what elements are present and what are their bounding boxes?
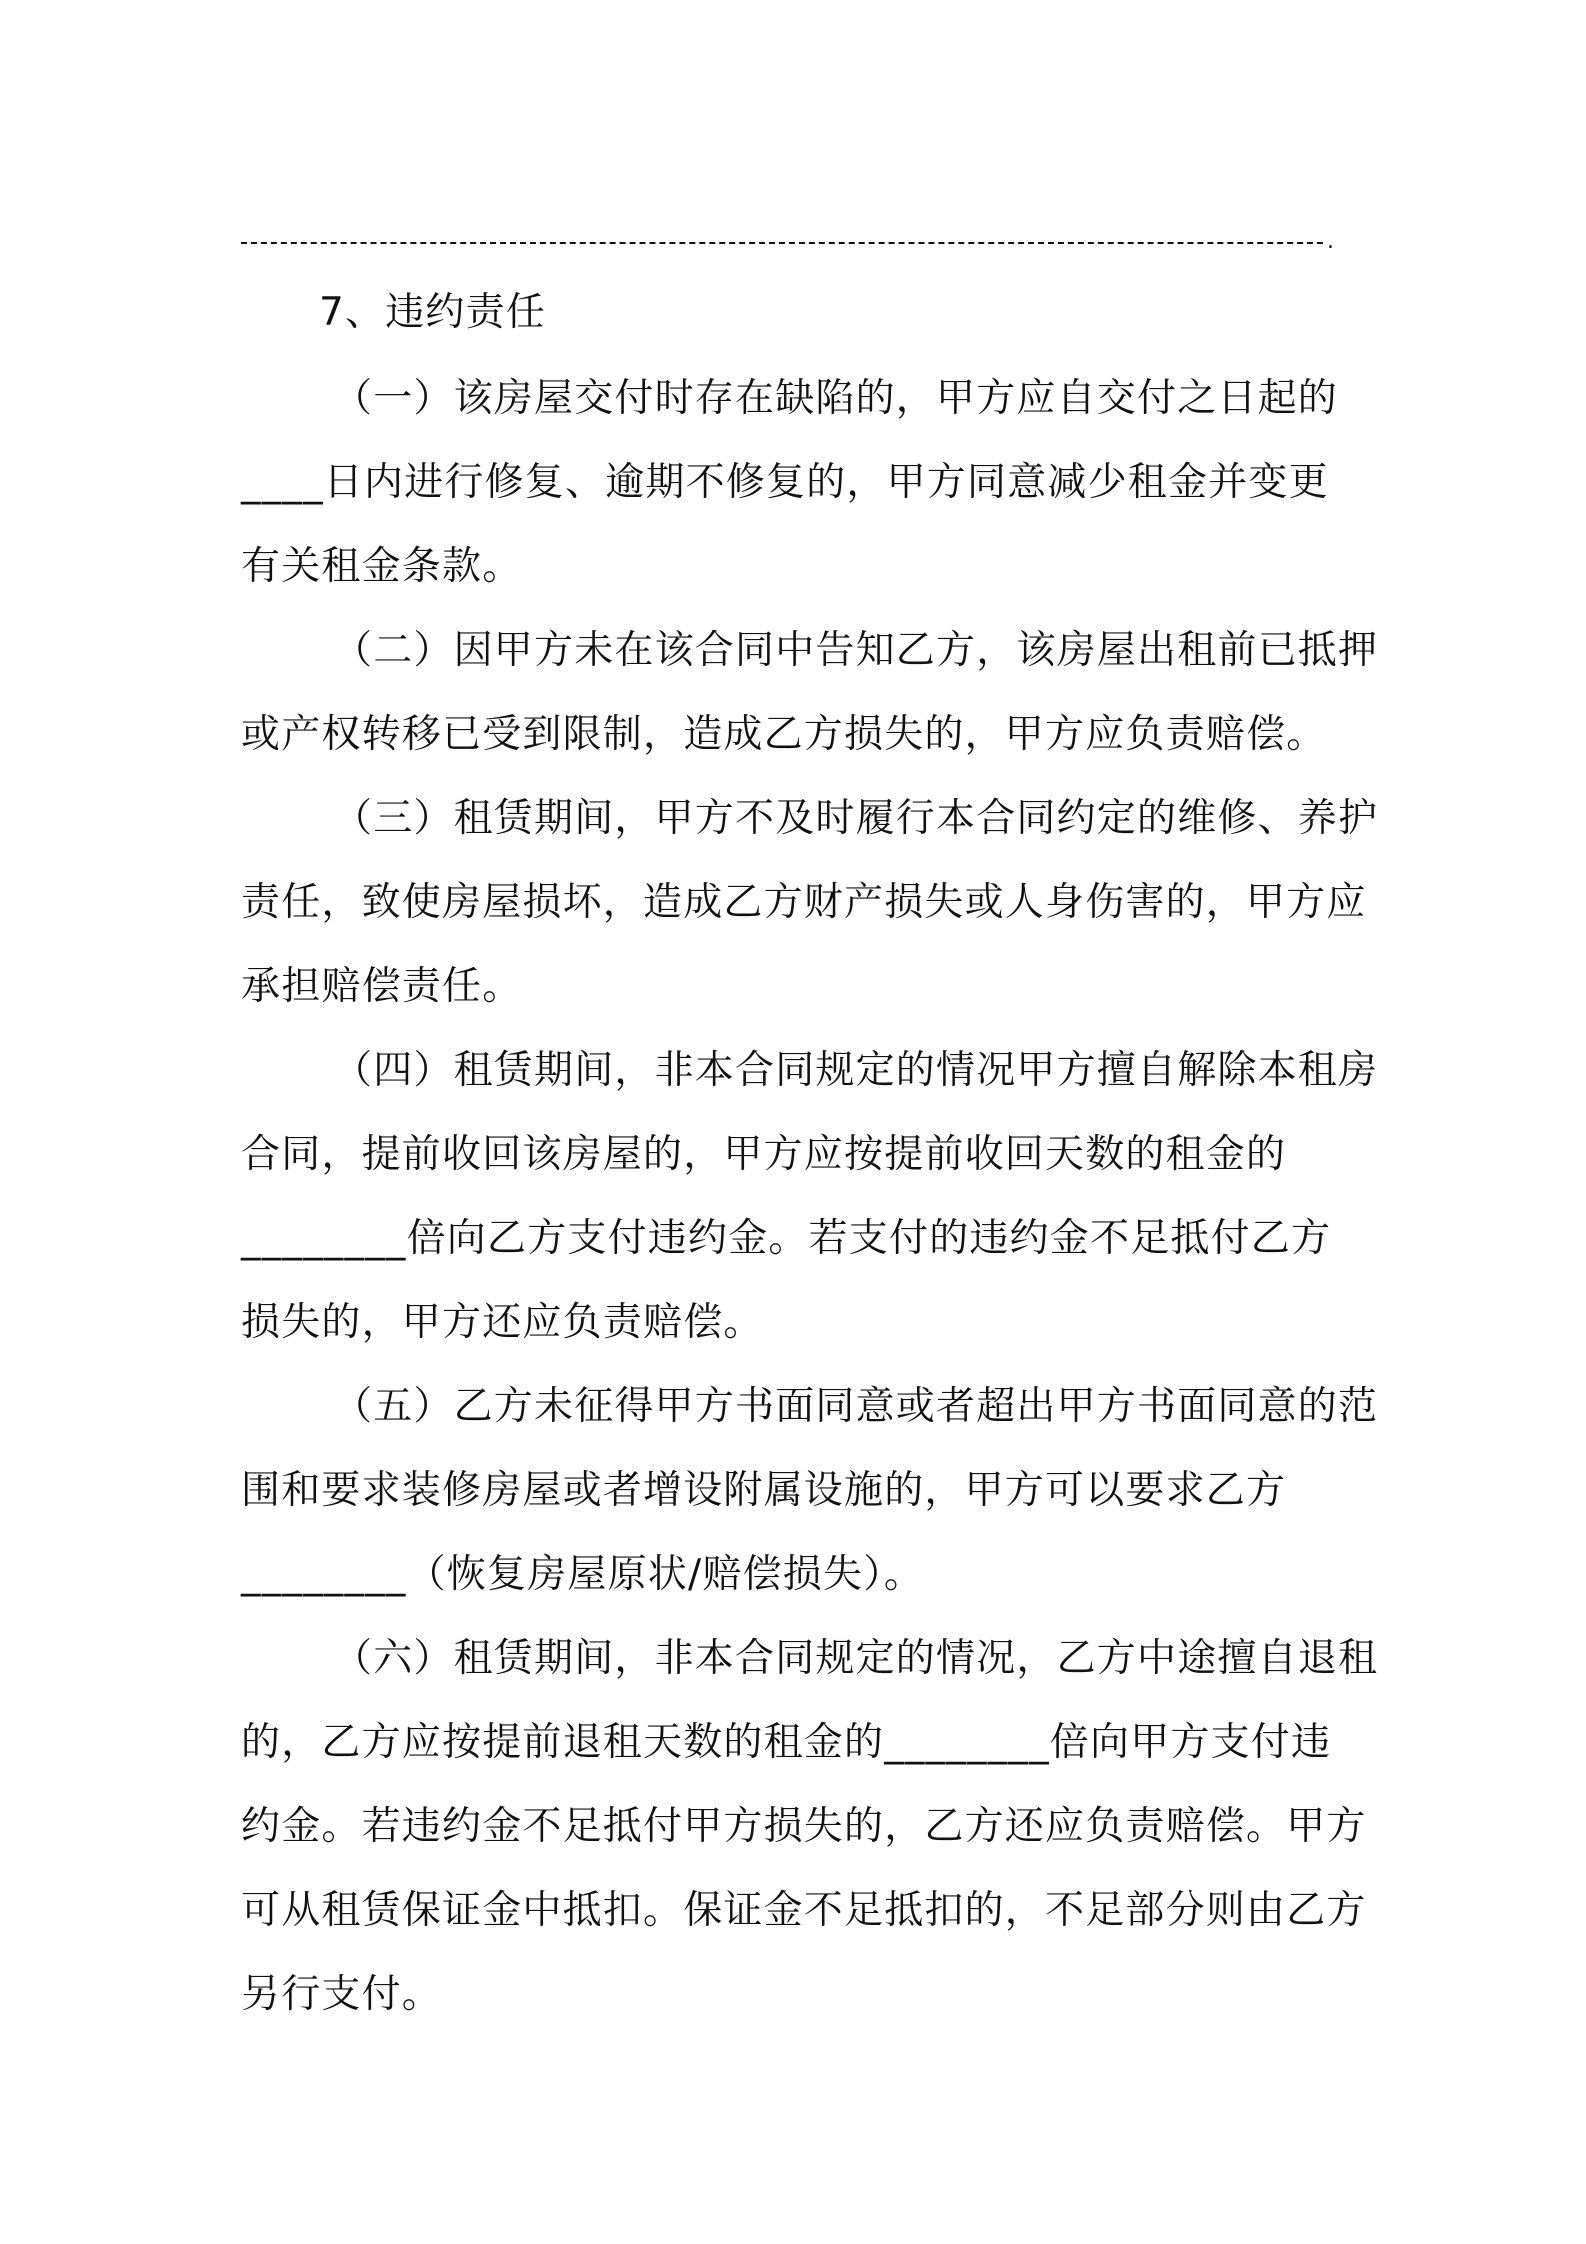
clause-3-line-2: 责任，致使房屋损坏，造成乙方财产损失或人身伤害的，甲方应 — [241, 880, 1367, 925]
blank-line-end-mark: . — [1327, 229, 1334, 254]
clause-5-line-1: （五）乙方未征得甲方书面同意或者超出甲方书面同意的范 — [333, 1384, 1379, 1429]
clause-1-line-1: （一）该房屋交付时存在缺陷的，甲方应自交付之日起的 — [333, 376, 1339, 421]
clause-3-line-3: 承担赔偿责任。 — [241, 964, 523, 1009]
clause-2-line-1: （二）因甲方未在该合同中告知乙方，该房屋出租前已抵押 — [333, 628, 1379, 673]
clause-1-line-2: ____日内进行修复、逾期不修复的，甲方同意减少租金并变更 — [241, 460, 1329, 505]
section-heading: 7、违约责任 — [319, 290, 547, 335]
fill-in-blank-line — [241, 242, 1323, 244]
clause-4-line-1: （四）租赁期间，非本合同规定的情况甲方擅自解除本租房 — [333, 1048, 1379, 1093]
clause-3-line-1: （三）租赁期间，甲方不及时履行本合同约定的维修、养护 — [333, 796, 1379, 841]
clause-4-line-4: 损失的，甲方还应负责赔偿。 — [241, 1300, 764, 1345]
clause-6-line-5: 另行支付。 — [241, 1972, 443, 2017]
clause-6-line-1: （六）租赁期间，非本合同规定的情况，乙方中途擅自退租 — [333, 1636, 1379, 1681]
clause-5-line-2: 围和要求装修房屋或者增设附属设施的，甲方可以要求乙方 — [241, 1468, 1287, 1513]
clause-6-line-3: 约金。若违约金不足抵付甲方损失的，乙方还应负责赔偿。甲方 — [241, 1804, 1367, 1849]
clause-6-line-2: 的，乙方应按提前退租天数的租金的________倍向甲方支付违 — [241, 1720, 1332, 1765]
clause-6-line-4: 可从租赁保证金中抵扣。保证金不足抵扣的，不足部分则由乙方 — [241, 1888, 1367, 1933]
clause-4-line-2: 合同，提前收回该房屋的，甲方应按提前收回天数的租金的 — [241, 1132, 1287, 1177]
clause-5-line-3: ________（恢复房屋原状/赔偿损失）。 — [241, 1552, 925, 1597]
clause-2-line-2: 或产权转移已受到限制，造成乙方损失的，甲方应负责赔偿。 — [241, 712, 1327, 757]
clause-1-line-3: 有关租金条款。 — [241, 544, 523, 589]
clause-4-line-3: ________倍向乙方支付违约金。若支付的违约金不足抵付乙方 — [241, 1216, 1332, 1261]
